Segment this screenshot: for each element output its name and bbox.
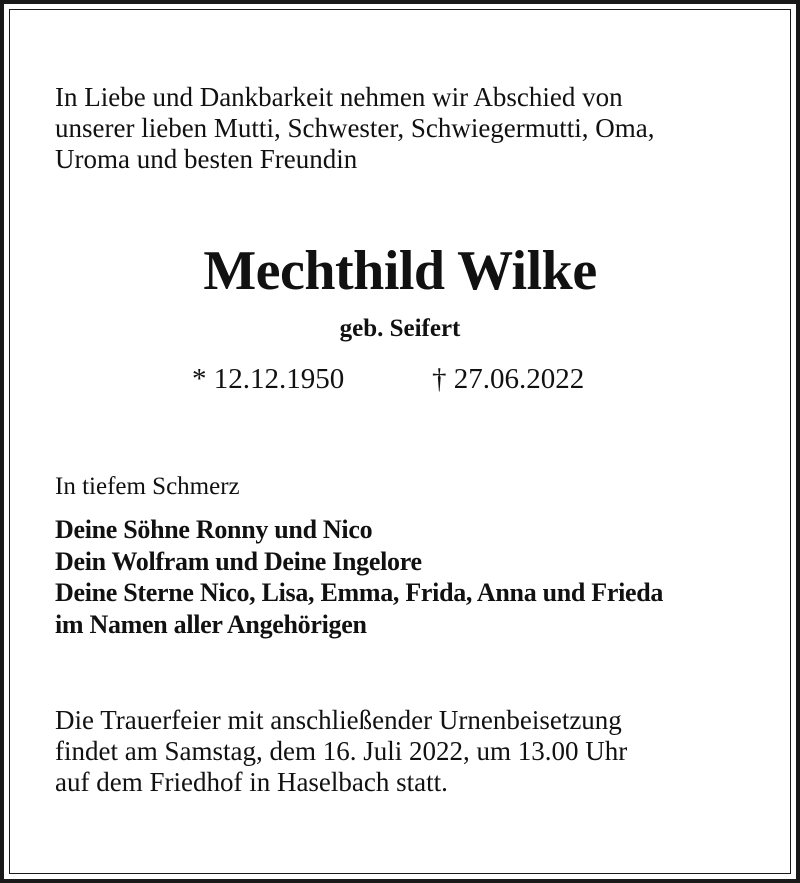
death-date: † 27.06.2022 [432, 363, 585, 395]
intro-line: In Liebe und Dankbarkeit nehmen wir Abschied von [55, 82, 623, 112]
service-line: auf dem Friedhof in Haselbach statt. [55, 767, 448, 797]
intro-text [55, 82, 755, 175]
service-info [55, 705, 775, 798]
mourner-line: Deine Sterne Nico, Lisa, Emma, Frida, Anna und Frieda [55, 578, 664, 607]
mourner-line: Dein Wolfram und Deine Ingelore [55, 546, 422, 576]
mourner-line: im Namen aller Angehörigen [55, 609, 367, 639]
mourners-heading: In tiefem Schmerz [55, 473, 240, 500]
deceased-name: Mechthild Wilke [203, 240, 597, 302]
mourners-list [55, 514, 775, 640]
service-line: findet am Samstag, dem 16. Juli 2022, um 13.00 Uhr [55, 736, 628, 766]
mourner-line: Deine Söhne Ronny und Nico [55, 515, 373, 544]
maiden-name: geb. Seifert [339, 315, 461, 342]
intro-line: unserer lieben Mutti, Schwester, Schwiegermutti, Oma, [55, 113, 655, 143]
intro-line: Uroma und besten Freundin [55, 144, 358, 174]
birth-date: * 12.12.1950 [192, 363, 345, 395]
service-line: Die Trauerfeier mit anschließender Urnenbeisetzung [55, 705, 622, 735]
